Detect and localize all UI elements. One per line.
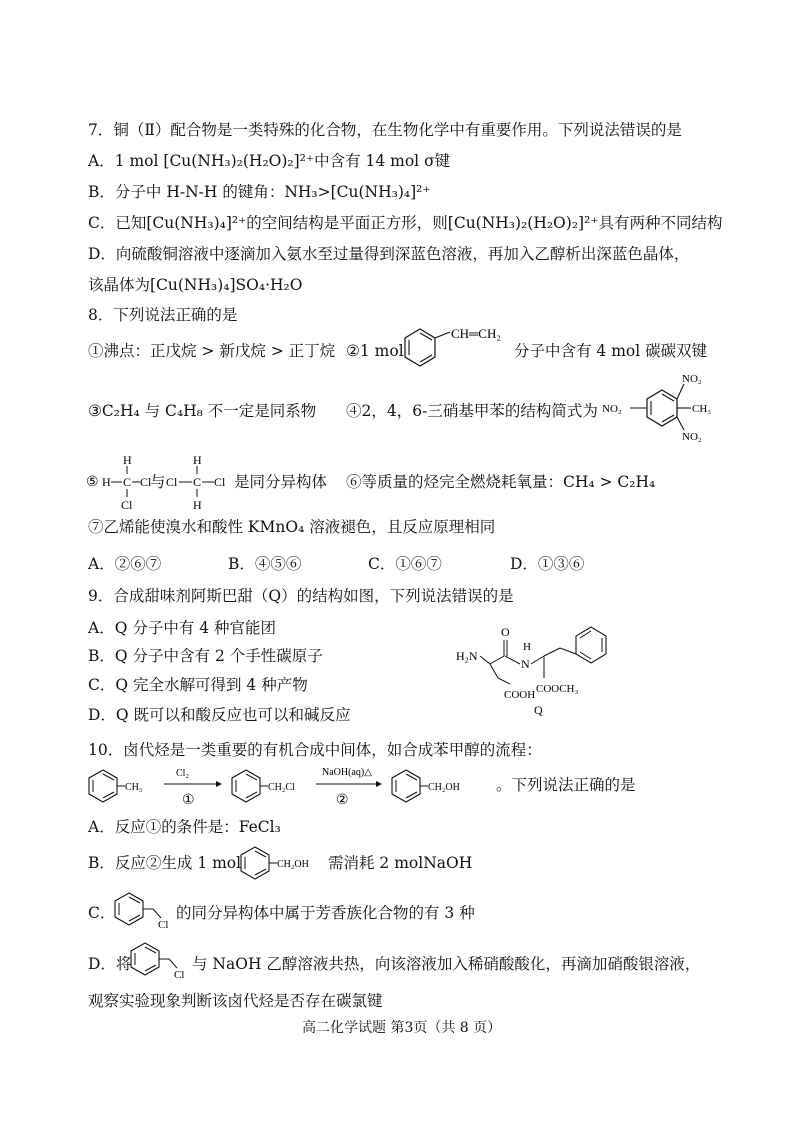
q8-option-b: B．④⑤⑥ (228, 555, 302, 573)
svg-text:①: ① (182, 793, 195, 808)
benzyl-chloride-structure-c (112, 890, 176, 930)
q10-option-b-prefix: B．反应②生成 1 mol (88, 854, 242, 872)
dichloromethane-structure-2 (166, 452, 230, 512)
q7-option-b: B．分子中 H-N-H 的键角：NH₃>[Cu(NH₃)₄]²⁺ (88, 183, 431, 201)
q8-statement-2-suffix: 分子中含有 4 mol 碳碳双键 (514, 342, 708, 360)
q10-option-b-suffix: 需消耗 2 molNaOH (328, 854, 473, 872)
q8-statement-5-and: 与 (150, 473, 166, 491)
q7-option-a: A．1 mol [Cu(NH₃)₂(H₂O)₂]²⁺中含有 14 mol σ键 (88, 152, 451, 170)
q8-option-c: C．①⑥⑦ (368, 555, 442, 573)
benzyl-alcohol-structure (238, 844, 328, 882)
svg-text:CH₂Cl: CH₂Cl (268, 782, 295, 793)
q7-option-d-line2: 该晶体为[Cu(NH₃)₄]SO₄·H₂O (88, 276, 303, 294)
svg-text:NO₂: NO₂ (602, 403, 622, 415)
svg-text:H: H (193, 453, 202, 467)
q10-option-d-prefix: D．将 (88, 955, 132, 973)
q8-statement-5-suffix: 是同分异构体 (234, 473, 328, 491)
q8-statement-1: ①沸点：正戊烷 > 新戊烷 > 正丁烷 (88, 342, 336, 360)
q8-statement-7: ⑦乙烯能使溴水和酸性 KMnO₄ 溶液褪色，且反应原理相同 (88, 518, 496, 536)
styrene-structure (402, 326, 514, 372)
q8-option-d: D．①③⑥ (510, 555, 585, 573)
q10-scheme-tail: 。下列说法正确的是 (496, 776, 636, 794)
q8-statement-2-prefix: ②1 mol (346, 342, 404, 360)
q10-option-a: A．反应①的条件是：FeCl₃ (88, 818, 281, 836)
svg-text:H: H (523, 641, 531, 653)
svg-text:Q: Q (534, 703, 543, 717)
q9-option-a: A．Q 分子中有 4 种官能团 (88, 619, 277, 637)
svg-text:CH₃: CH₃ (125, 782, 143, 793)
q10-option-c-suffix: 的同分异构体中属于芳香族化合物的有 3 种 (176, 904, 475, 922)
svg-text:Cl: Cl (121, 498, 133, 512)
svg-text:C: C (123, 475, 132, 489)
page-footer: 高二化学试题 第3页（共 8 页） (302, 1020, 502, 1036)
q9-option-b: B．Q 分子中含有 2 个手性碳原子 (88, 647, 323, 665)
q7-option-c: C．已知[Cu(NH₃)₄]²⁺的空间结构是平面正方形，则[Cu(NH₃)₂(H₂O)₂]²⁺具有两种不同结构 (88, 214, 723, 232)
q8-statement-6: ⑥等质量的烃完全燃烧耗氧量：CH₄ > C₂H₄ (346, 473, 656, 491)
svg-text:Cl: Cl (158, 919, 169, 931)
svg-text:COOH: COOH (504, 689, 536, 701)
q10-option-d-suffix: 与 NaOH 乙醇溶液共热，向该溶液加入稀硝酸酸化，再滴加硝酸银溶液， (192, 955, 701, 973)
q8-option-a: A．②⑥⑦ (88, 555, 162, 573)
svg-text:NO₂: NO₂ (682, 373, 702, 385)
aspartame-structure (452, 620, 642, 718)
tnt-structure (588, 370, 728, 442)
q9-option-d: D．Q 既可以和酸反应也可以和碱反应 (88, 706, 351, 724)
q8-statement-4-prefix: ④2，4，6-三硝基甲苯的结构简式为 (346, 402, 598, 420)
benzyl-chloride-structure-d (128, 940, 192, 980)
svg-text:Cl: Cl (214, 475, 226, 489)
svg-text:Cl: Cl (174, 969, 185, 981)
svg-text:H: H (193, 498, 202, 512)
q7-stem: 7．铜（Ⅱ）配合物是一类特殊的化合物，在生物化学中有重要作用。下列说法错误的是 (88, 121, 682, 139)
q9-option-c: C．Q 完全水解可得到 4 种产物 (88, 676, 308, 694)
svg-text:Cl: Cl (140, 475, 152, 489)
q7-option-d-line1: D．向硫酸铜溶液中逐滴加入氨水至过量得到深蓝色溶液，再加入乙醇析出深蓝色晶体， (88, 245, 690, 263)
q8-statement-3: ③C₂H₄ 与 C₄H₈ 不一定是同系物 (88, 402, 317, 420)
svg-text:Cl₂: Cl₂ (176, 768, 189, 779)
svg-text:NO₂: NO₂ (682, 431, 702, 443)
svg-text:C: C (193, 475, 202, 489)
svg-text:CH₃: CH₃ (692, 403, 712, 415)
svg-text:COOCH₃: COOCH₃ (536, 683, 579, 695)
svg-text:NaOH(aq)△: NaOH(aq)△ (322, 767, 372, 778)
q10-option-c-prefix: C． (88, 904, 116, 922)
q9-stem: 9．合成甜味剂阿斯巴甜（Q）的结构如图，下列说法错误的是 (88, 587, 514, 605)
q10-stem: 10．卤代烃是一类重要的有机合成中间体，如合成苯甲醇的流程： (88, 741, 542, 759)
q8-stem: 8．下列说法正确的是 (88, 306, 238, 324)
svg-text:⑤: ⑤ (86, 475, 99, 490)
svg-text:H: H (102, 475, 111, 489)
dichloromethane-structure-1 (86, 452, 150, 512)
svg-text:H: H (123, 453, 132, 467)
svg-text:CH₂OH: CH₂OH (428, 782, 460, 793)
svg-text:N: N (521, 657, 530, 671)
svg-text:Cl: Cl (166, 475, 178, 489)
q10-option-d-line2: 观察实验现象判断该卤代烃是否存在碳氯键 (88, 992, 383, 1010)
benzyl-alcohol-synthesis-scheme (86, 764, 496, 812)
svg-text:H₂N: H₂N (456, 649, 478, 663)
svg-text:CH₂OH: CH₂OH (277, 859, 309, 870)
svg-text:O: O (501, 625, 510, 639)
svg-text:②: ② (336, 793, 349, 808)
svg-text:CH═CH₂: CH═CH₂ (451, 326, 501, 341)
